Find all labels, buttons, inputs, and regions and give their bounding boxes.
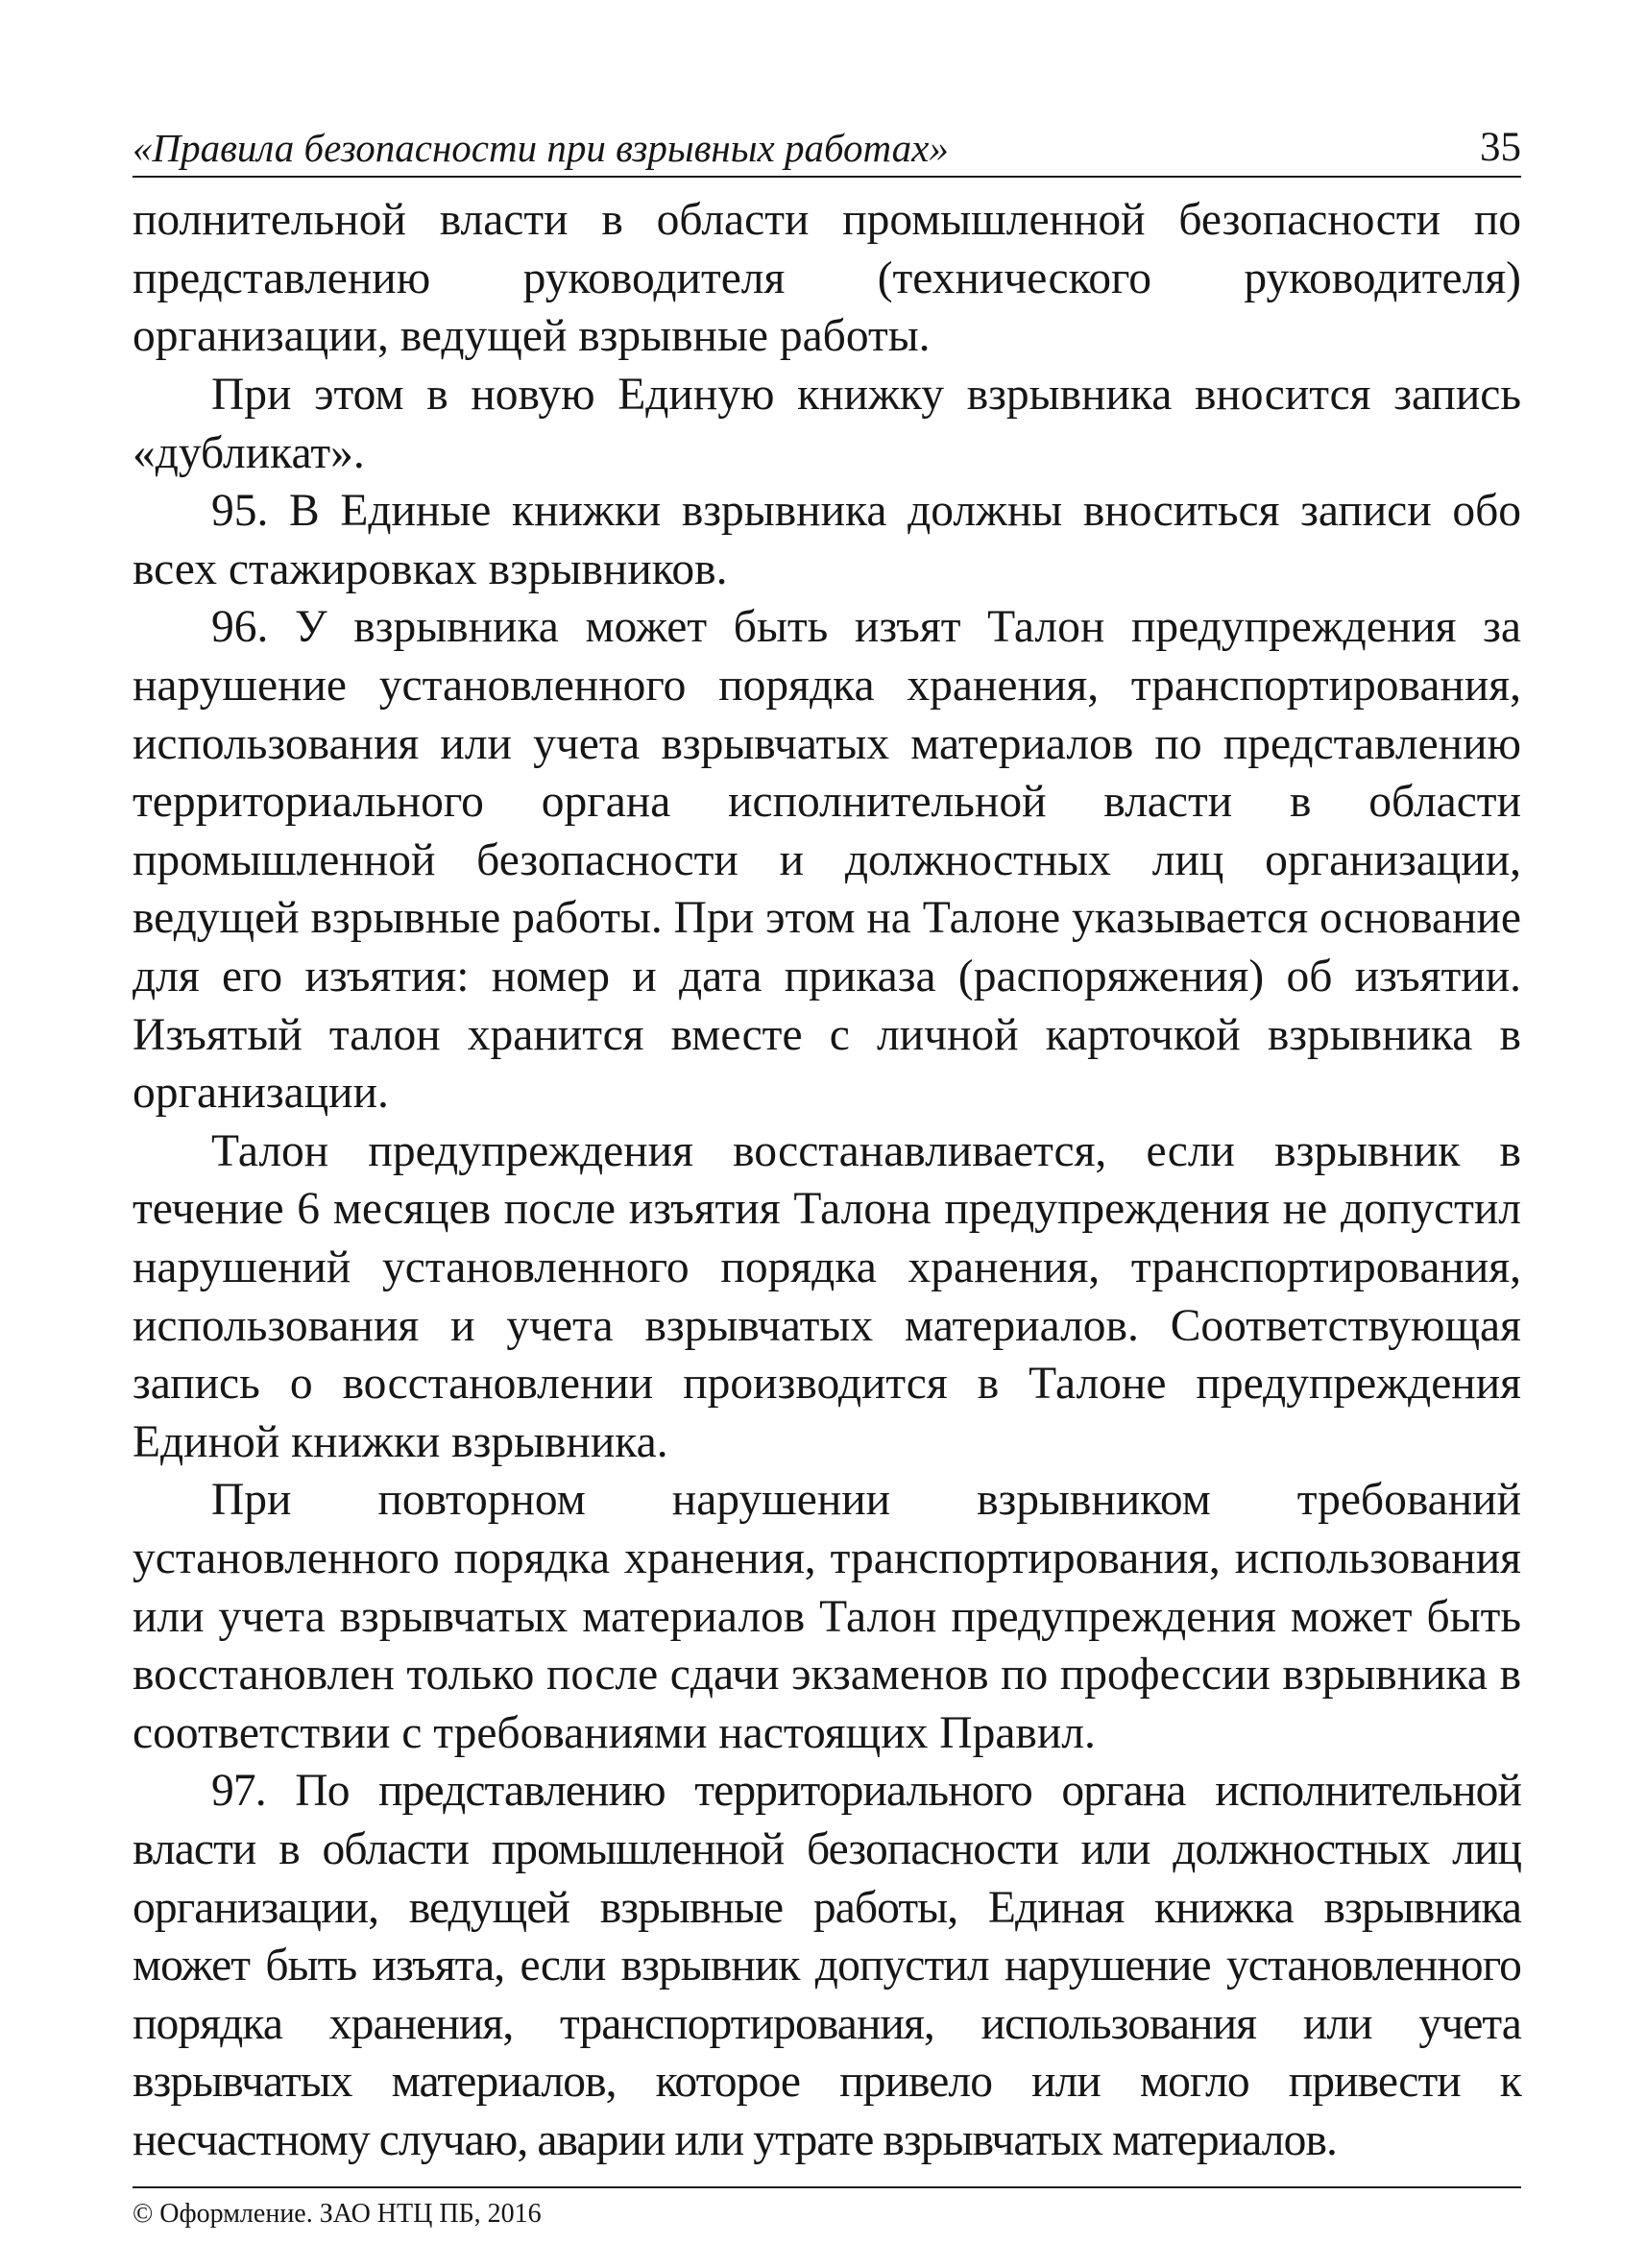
page-number: 35 [1480, 125, 1521, 170]
paragraph-item-97: 97. По представлению территориального органа исполнительной власти в области промышленной безопасности или должностных лиц организации, ведущей взрывные работы, Единая книжка взрывника может быть изъята, если взрывник допустил нарушение установленного порядка хранения, транспортирования, использования или учета взрывчатых материалов, которое привело или могло привести к несчастному случаю, аварии или утрате взрывчатых материалов. [133, 1766, 1521, 2165]
paragraph-item-95: 95. В Единые книжки взрывника должны вноситься записи обо всех стажировках взрывников. [133, 486, 1521, 594]
copyright-note: © Оформление. ЗАО НТЦ ПБ, 2016 [133, 2199, 542, 2230]
running-header [133, 125, 1521, 178]
paragraph-talon-restoration: Талон предупреждения восстанавливается, если взрывник в течение 6 месяцев после изъятия Талона предупреждения не допустил нарушений установленного порядка хранения, транспортирования, использования и учета взрывчатых материалов. Соответствующая запись о восстановлении производится в Талоне предупреждения Единой книжки взрывника. [133, 1125, 1521, 1467]
page-footer [133, 2186, 1521, 2231]
paragraph-item-96: 96. У взрывника может быть изъят Талон предупреждения за нарушение установленного порядка хранения, транспортирования, использования или учета взрывчатых материалов по представлению территориального органа исполнительной власти в области промышленной безопасности и должностных лиц организации, ведущей взрывные работы. При этом на Талоне указывается основание для его изъятия: номер и дата приказа (распоряжения) об изъятии. Изъятый талон хранится вместе с личной карточкой взрывника в организации. [133, 602, 1521, 1119]
running-title: «Правила безопасности при взрывных работах» [133, 126, 949, 171]
book-page [133, 125, 1521, 2231]
paragraph-continuation: полнительной власти в области промышленной безопасности по представлению руководителя (технического руководителя) организации, ведущей взрывные работы. [133, 195, 1521, 362]
paragraph-duplicate-note: При этом в новую Единую книжку взрывника вносится запись «дубликат». [133, 370, 1521, 478]
paragraph-repeat-violation: При повторном нарушении взрывником требований установленного порядка хранения, транспортирования, использования или учета взрывчатых материалов Талон предупреждения может быть восстановлен только после сдачи экзаменов по профессии взрывника в соответствии с требованиями настоящих Правил. [133, 1475, 1521, 1758]
body-text [133, 191, 1521, 2169]
